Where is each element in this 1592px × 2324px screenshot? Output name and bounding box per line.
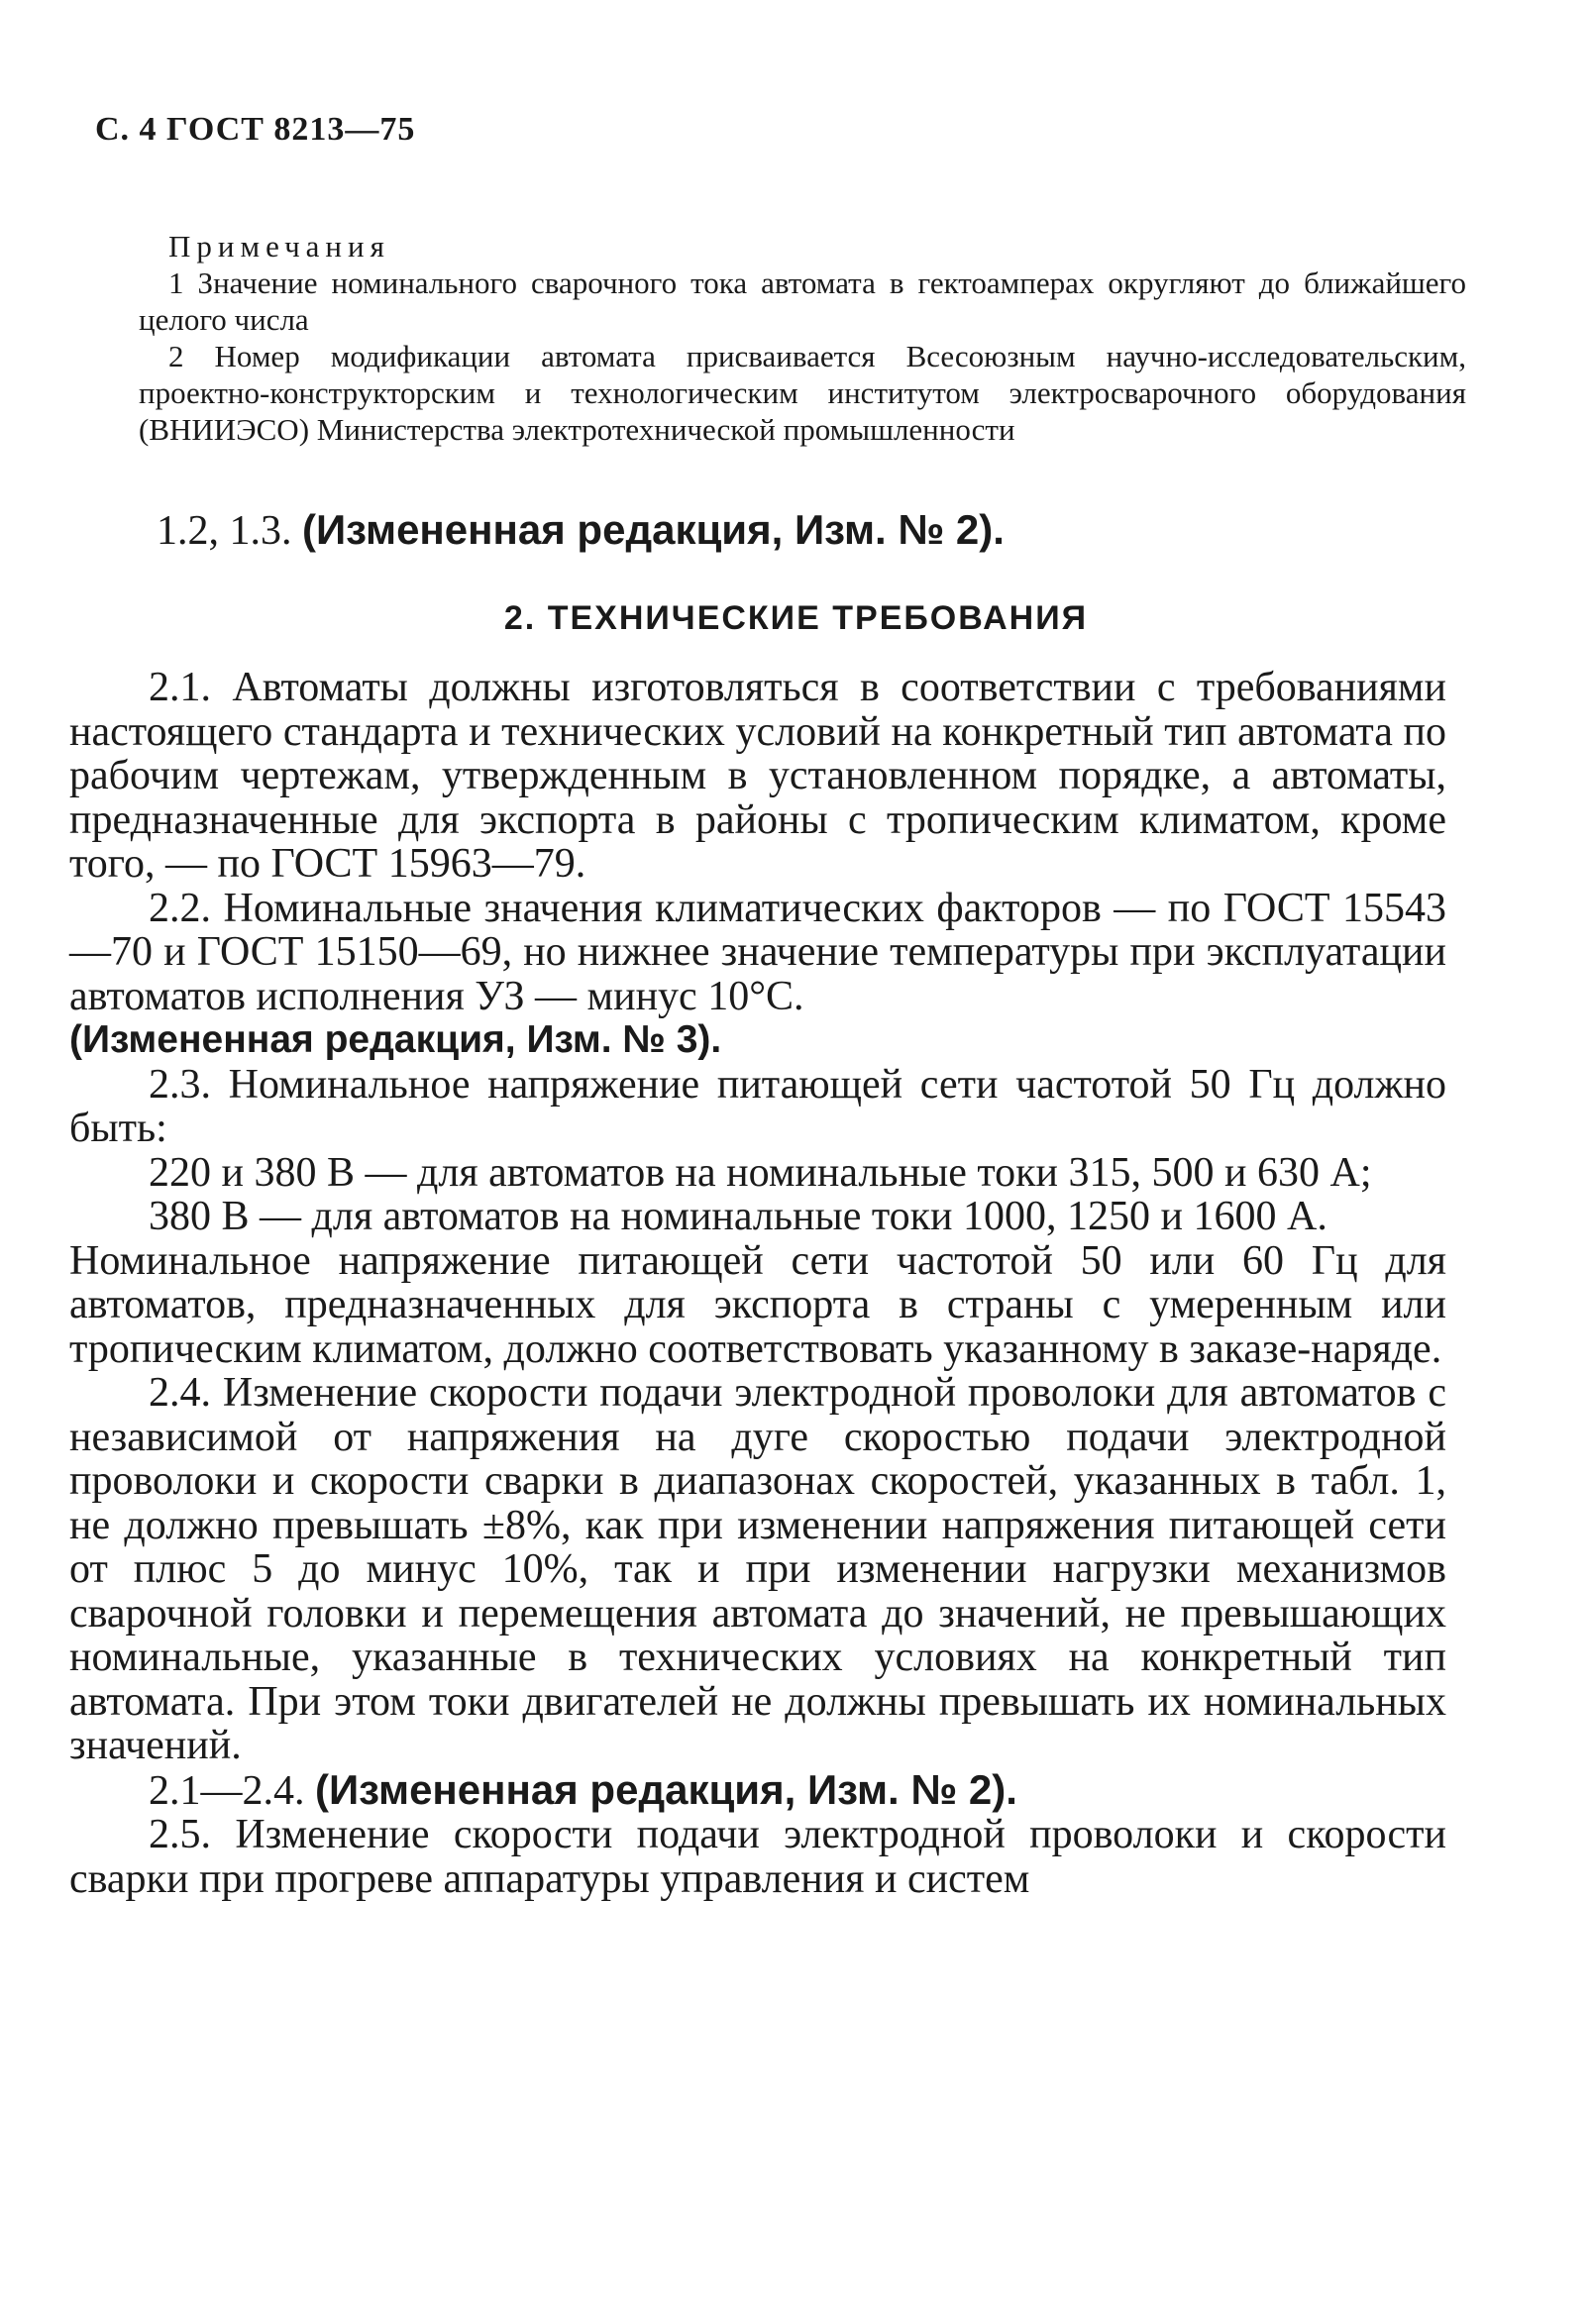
paragraph-2-3-c: Номинальное напряжение питающей сети частотой 50 или 60 Гц для автоматов, предназначенных для экспорта в страны с умеренным или тропическим климатом, должно соответствовать указанному в заказе-наряде. xyxy=(69,1237,1446,1372)
paragraph-2-4-amendment xyxy=(69,1765,1446,1814)
running-header: С. 4 ГОСТ 8213—75 xyxy=(95,111,416,148)
paragraph-2-1: 2.1. Автоматы должны изготовляться в соответствии с требованиями настоящего стандарта и технических условий на конкретный тип автомата по рабочим чертежам, утвержденным в установленном порядке, а автоматы, предназначенные для экспорта в районы с тропическим климатом, кроме того, — по ГОСТ 15963—79. xyxy=(69,665,1446,887)
notes-block xyxy=(139,228,1466,448)
paragraph-2-2-amendment: (Измененная редакция, Изм. № 3). xyxy=(69,1018,722,1061)
paragraph-2-3-a: 220 и 380 В — для автоматов на номинальные токи 315, 500 и 630 А; xyxy=(149,1149,1372,1196)
paragraph-2-3: 2.3. Номинальное напряжение питающей сети частотой 50 Гц должно быть: xyxy=(69,1061,1446,1151)
note-item-2: 2 Номер модификации автомата присваивается Всесоюзным научно-исследовательским, проектно-конструкторским и технологическим институтом электросварочного оборудования (ВНИИЭСО) Министерства электротехнической промышленности xyxy=(139,339,1466,447)
amendment-note-1 xyxy=(157,505,1005,556)
paragraph-2-2: 2.2. Номинальные значения климатических факторов — по ГОСТ 15543—70 и ГОСТ 15150—69, но нижнее значение температуры при эксплуатации автоматов исполнения УЗ — минус 10°С. xyxy=(69,885,1446,1019)
paragraph-2-3-b: 380 В — для автоматов на номинальные токи 1000, 1250 и 1600 А. xyxy=(149,1194,1327,1239)
section-body xyxy=(69,666,1446,1901)
amendment-text: (Измененная редакция, Изм. № 2). xyxy=(302,506,1005,553)
amendment-ref: 2.1—2.4. xyxy=(149,1767,305,1814)
notes-title: Примечания xyxy=(168,229,390,264)
paragraph-2-4: 2.4. Изменение скорости подачи электродной проволоки для автоматов с независимой от напряжения на дуге скоростью подачи электродной проволоки и скорости сварки в диапазонах скоростей, указанных в табл. 1, не должно превышать ±8%, как при изменении напряжения питающей сети от плюс 5 до минус 10%, так и при изменении нагрузки механизмов сварочной головки и перемещения автомата до значений, не превышающих номинальные, указанные в технических условиях на конкретный тип автомата. При этом токи двигателей не должны превышать их номинальных значений. xyxy=(69,1370,1446,1768)
note-item-1: 1 Значение номинального сварочного тока автомата в гектоамперах округляют до ближайшего целого числа xyxy=(139,265,1466,337)
amendment-text: (Измененная редакция, Изм. № 2). xyxy=(315,1765,1017,1813)
section-title: 2. ТЕХНИЧЕСКИЕ ТРЕБОВАНИЯ xyxy=(503,599,1089,637)
amendment-ref: 1.2, 1.3. xyxy=(157,508,292,554)
paragraph-2-5: 2.5. Изменение скорости подачи электродной проволоки и скорости сварки при прогреве аппаратуры управления и систем xyxy=(69,1812,1446,1902)
